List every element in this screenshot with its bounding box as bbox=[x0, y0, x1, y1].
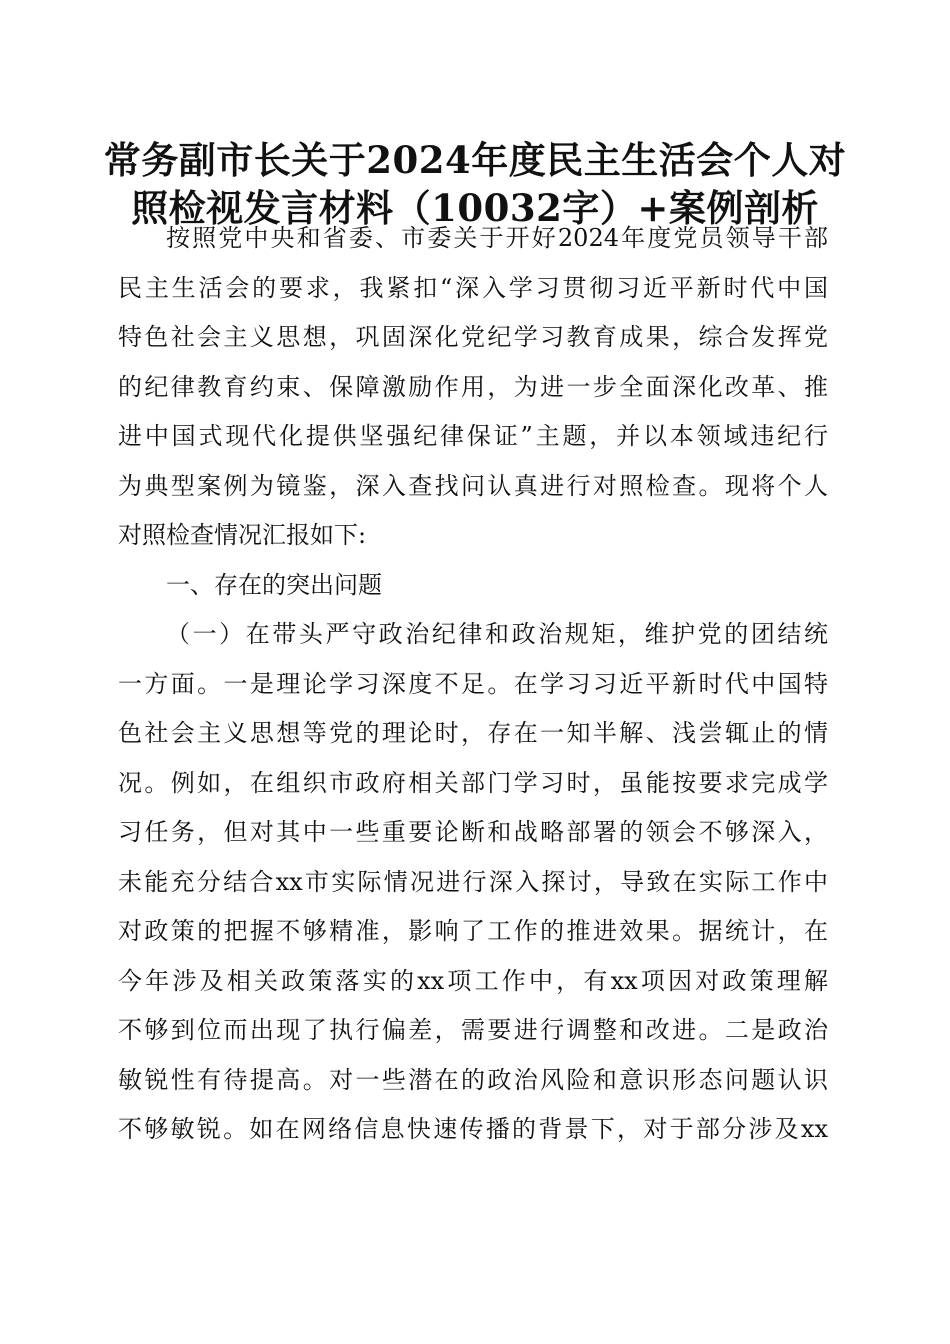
section-line: 一方面。一是理论学习深度不足。在学习习近平新时代中国特 bbox=[118, 669, 828, 698]
section-heading: 一、存在的突出问题 bbox=[166, 570, 382, 599]
title-line-2: 照检视发言材料（10032字）+案例剖析 bbox=[131, 186, 819, 230]
section-line: 况。例如，在组织市政府相关部门学习时，虽能按要求完成学 bbox=[118, 768, 828, 797]
intro-line: 对照检查情况汇报如下: bbox=[118, 521, 367, 549]
section-line: 习任务，但对其中一些重要论断和战略部署的领会不够深入， bbox=[118, 818, 828, 846]
section-line: 对政策的把握不够精准，影响了工作的推进效果。据统计，在 bbox=[118, 917, 828, 945]
section-line: 不够敏锐。如在网络信息快速传播的背景下，对于部分涉及xx bbox=[118, 1115, 828, 1143]
intro-line: 特色社会主义思想，巩固深化党纪学习教育成果，综合发挥党 bbox=[118, 323, 828, 351]
intro-line: 为典型案例为镜鉴，深入查找问认真进行对照检查。现将个人 bbox=[118, 471, 828, 500]
section-line: 不够到位而出现了执行偏差，需要进行调整和改进。二是政治 bbox=[118, 1016, 828, 1044]
intro-line: 按照党中央和省委、市委关于开好2024年度党员领导干部 bbox=[166, 224, 828, 252]
intro-line: 民主生活会的要求，我紧扣“深入学习贯彻习近平新时代中国 bbox=[118, 273, 828, 302]
title-line-1: 常务副市长关于2024年度民主生活会个人对 bbox=[103, 138, 847, 182]
section-line: 色社会主义思想等党的理论时，存在一知半解、浅尝辄止的情 bbox=[118, 719, 828, 747]
section-line: 今年涉及相关政策落实的xx项工作中，有xx项因对政策理解 bbox=[118, 966, 828, 995]
section-line: 未能充分结合xx市实际情况进行深入探讨，导致在实际工作中 bbox=[118, 867, 828, 896]
intro-line: 的纪律教育约束、保障激励作用，为进一步全面深化改革、推 bbox=[118, 372, 828, 401]
section-line: 敏锐性有待提高。对一些潜在的政治风险和意识形态问题认识 bbox=[118, 1065, 828, 1094]
intro-line: 进中国式现代化提供坚强纪律保证”主题，并以本领域违纪行 bbox=[118, 422, 828, 450]
section-line: （一）在带头严守政治纪律和政治规矩，维护党的团结统 bbox=[166, 620, 828, 648]
document-body bbox=[118, 214, 828, 1155]
